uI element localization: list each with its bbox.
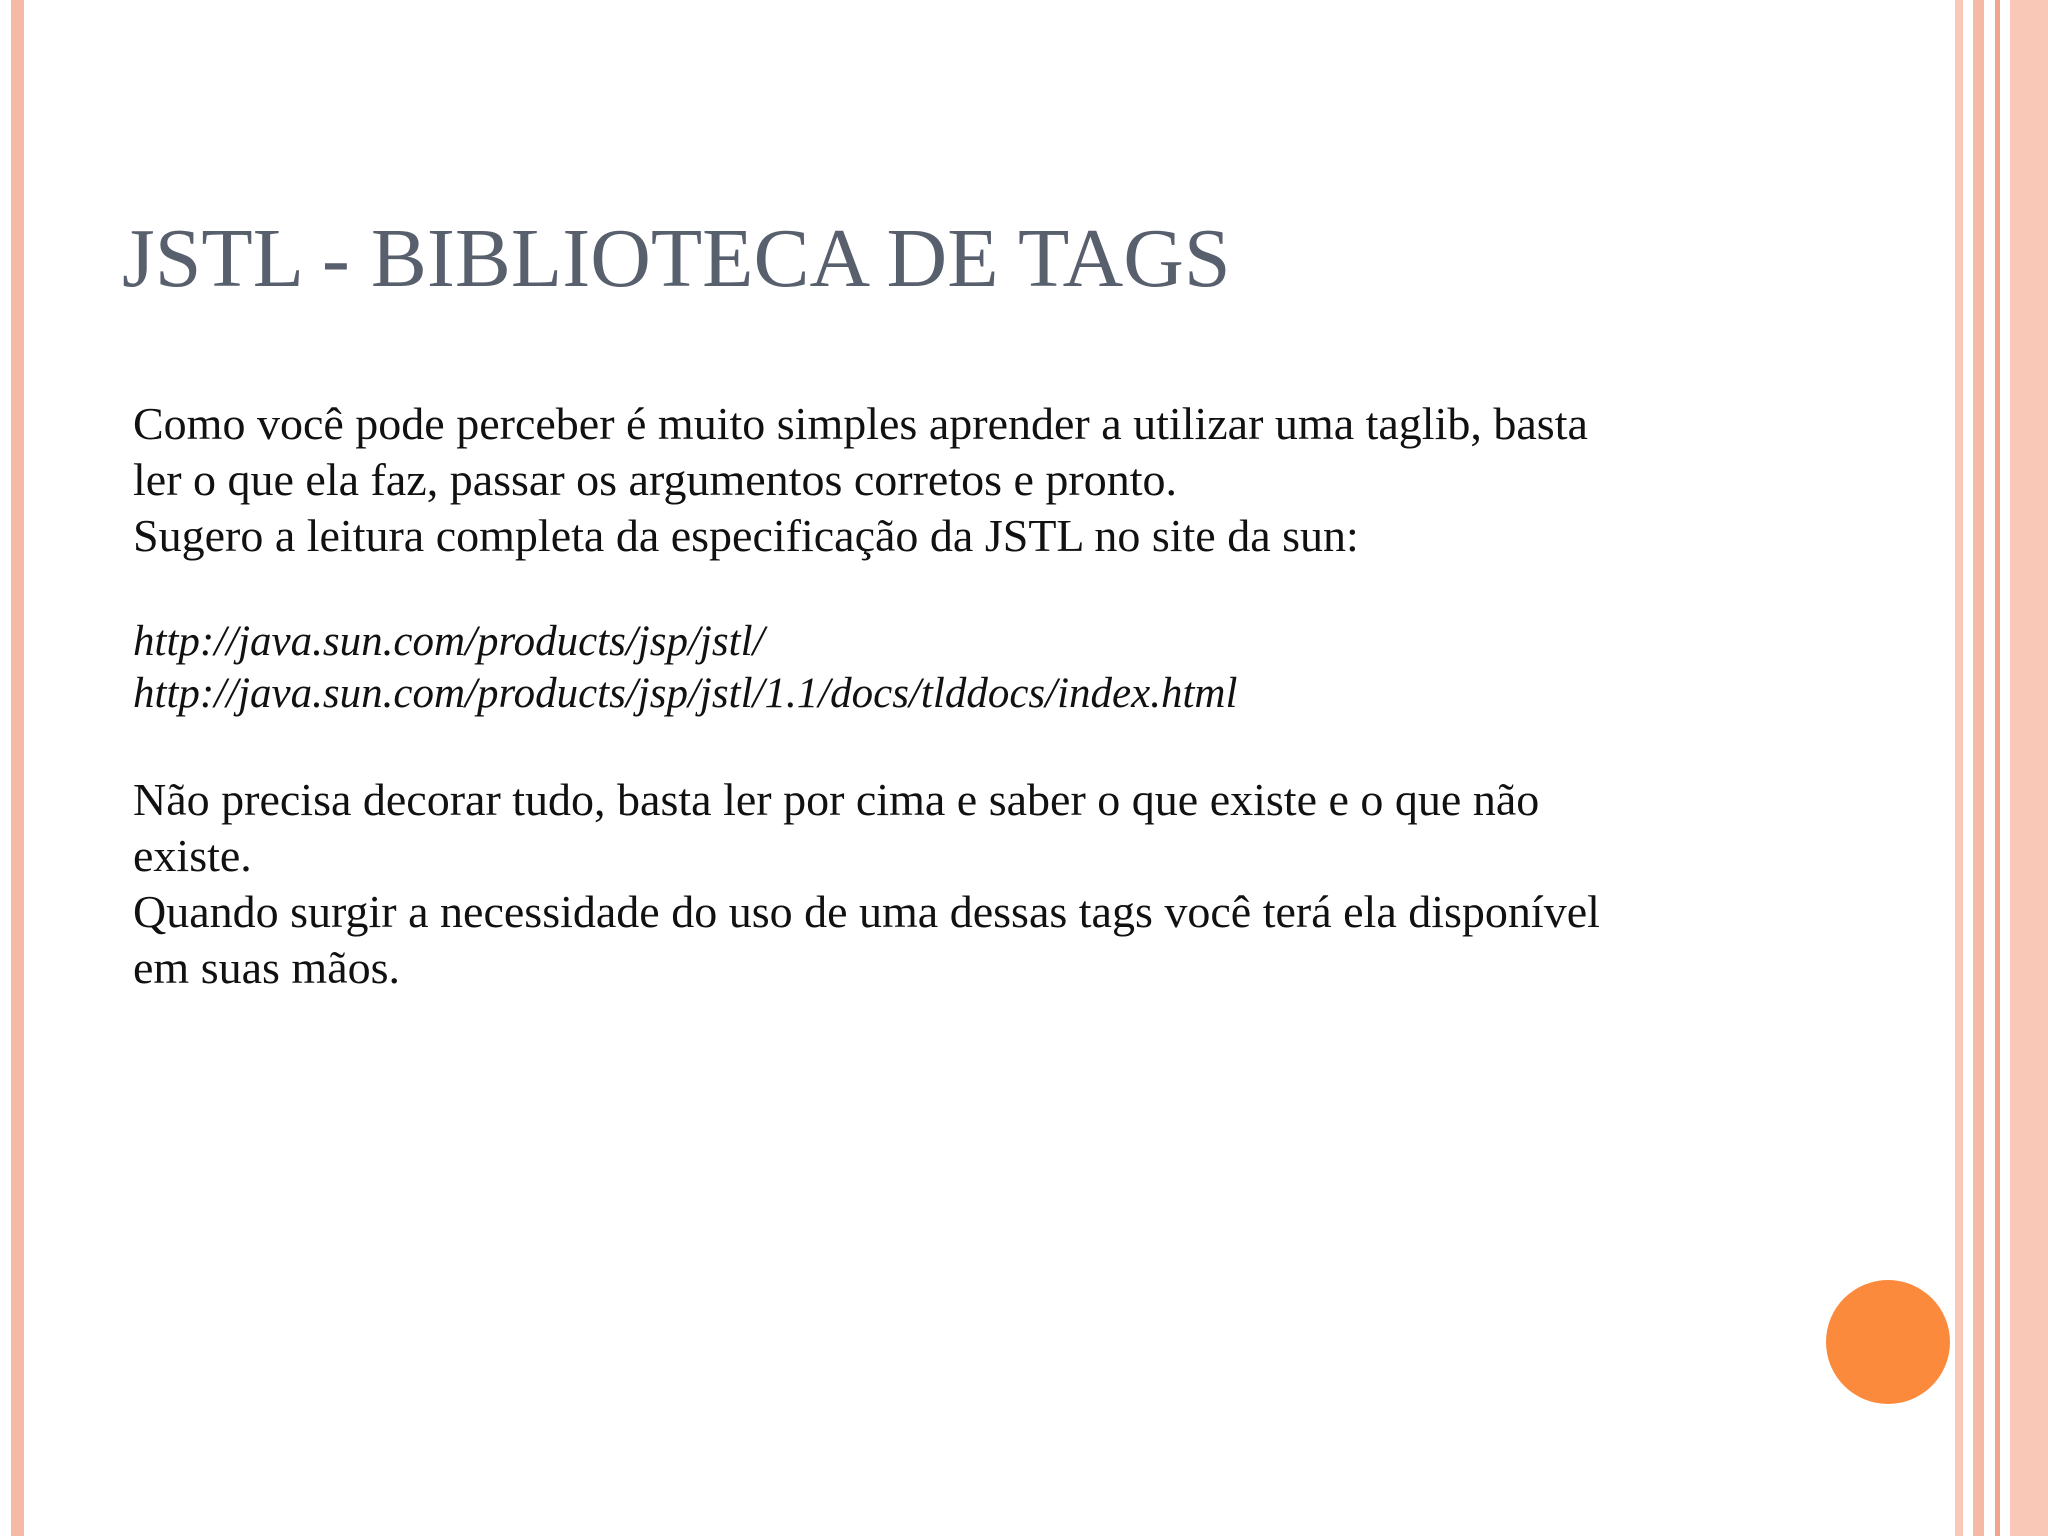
slide-title: JSTL - BIBLIOTECA DE TAGS [122,212,1231,305]
body-text-line: ler o que ela faz, passar os argumentos corretos e pronto. [133,454,1178,505]
right-stripe [1955,0,1963,1536]
body-text-line: Não precisa decorar tudo, basta ler por cima e saber o que existe e o que não [133,774,1540,825]
body-text-line: Quando surgir a necessidade do uso de uma dessas tags você terá ela disponível [133,886,1600,937]
paragraph-spacer [133,564,1753,616]
right-stripe [2010,0,2048,1536]
slide-body [133,396,1753,996]
body-text-line: Sugero a leitura completa da especificação da JSTL no site da sun: [133,510,1359,561]
right-stripe [1973,0,1984,1536]
left-decorative-stripe [11,0,24,1536]
body-text-line: Como você pode perceber é muito simples aprender a utilizar uma taglib, basta [133,398,1588,449]
right-stripe [1995,0,2000,1536]
jstl-tlddocs-link[interactable]: http://java.sun.com/products/jsp/jstl/1.1/docs/tlddocs/index.html [133,670,1238,717]
body-text-line: existe. [133,830,252,881]
body-text-line: em suas mãos. [133,942,401,993]
jstl-spec-link[interactable]: http://java.sun.com/products/jsp/jstl/ [133,618,765,665]
orange-circle-decoration [1826,1280,1950,1404]
paragraph-spacer [133,720,1753,772]
